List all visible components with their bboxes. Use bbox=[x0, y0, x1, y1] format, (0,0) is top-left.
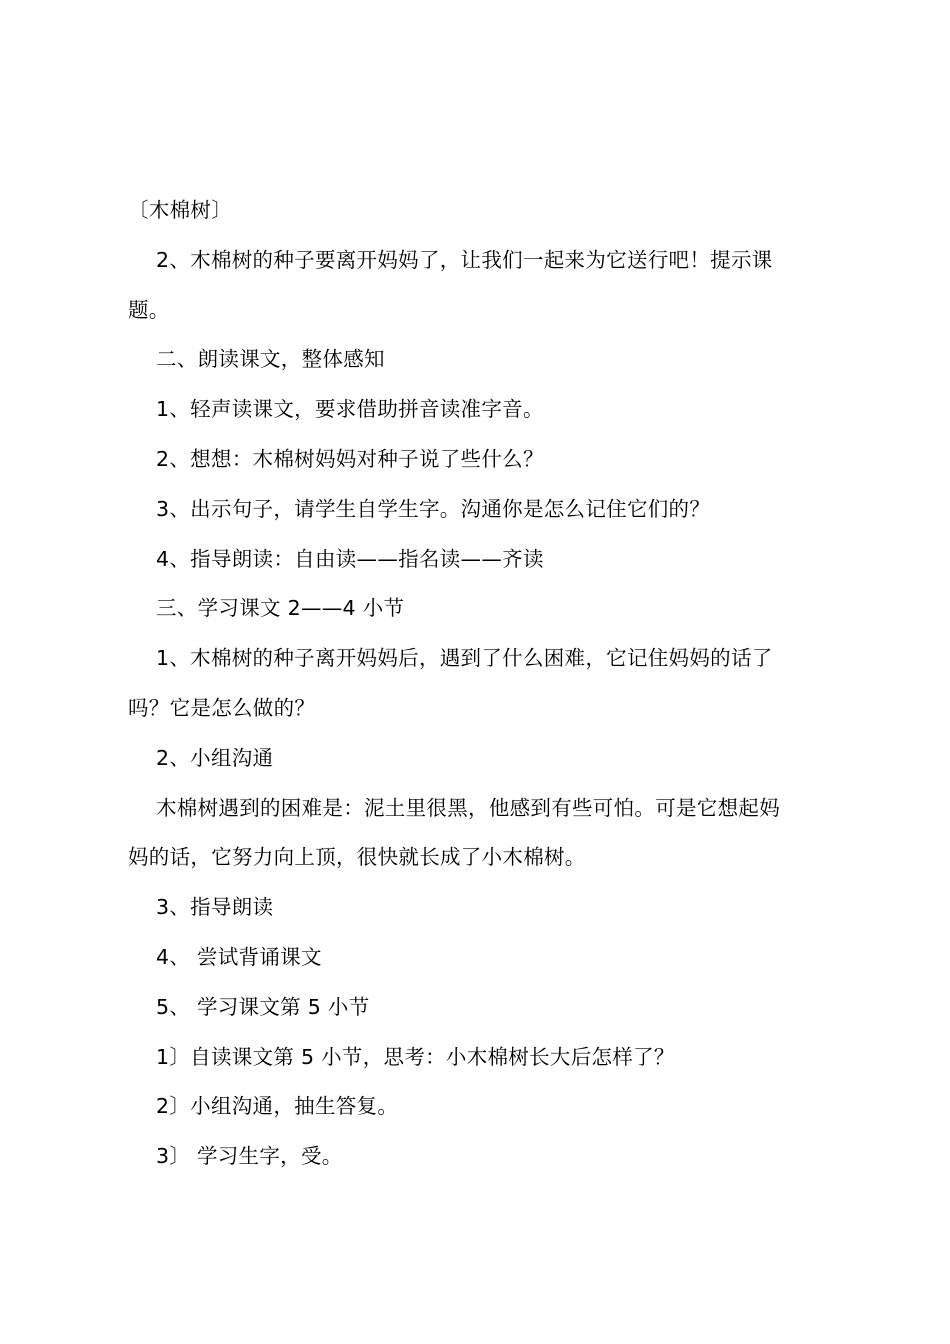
text-line: 4、指导朗读：自由读——指名读——齐读 bbox=[156, 546, 544, 571]
text-line: 1、轻声读课文，要求借助拼音读准字音。 bbox=[156, 397, 544, 422]
text-line: 1〕自读课文第 5 小节，思考：小木棉树长大后怎样了？ bbox=[156, 1044, 675, 1069]
text-line: 5、 学习课文第 5 小节 bbox=[156, 994, 370, 1019]
text-line: 妈的话，它努力向上顶，很快就长成了小木棉树。 bbox=[128, 845, 586, 870]
text-line: 2〕小组沟通，抽生答复。 bbox=[156, 1094, 399, 1119]
text-line: 1、木棉树的种子离开妈妈后，遇到了什么困难，它记住妈妈的话了 bbox=[156, 646, 773, 671]
text-line: 2、木棉树的种子要离开妈妈了，让我们一起来为它送行吧！提示课 bbox=[156, 247, 773, 272]
section-heading: 二、朗读课文，整体感知 bbox=[156, 347, 385, 372]
text-line: 木棉树遇到的困难是：泥土里很黑，他感到有些可怕。可是它想起妈 bbox=[156, 795, 780, 820]
text-line: 3〕 学习生字，受。 bbox=[156, 1144, 343, 1169]
section-heading: 三、学习课文 2——4 小节 bbox=[156, 596, 405, 621]
text-line: 2、小组沟通 bbox=[156, 745, 274, 770]
text-line: 3、指导朗读 bbox=[156, 895, 274, 920]
text-line: 2、想想：木棉树妈妈对种子说了些什么？ bbox=[156, 446, 544, 471]
text-line: 3、出示句子，请学生自学生字。沟通你是怎么记住它们的？ bbox=[156, 496, 711, 521]
document-body bbox=[128, 186, 834, 1182]
text-line: 题。 bbox=[128, 297, 170, 322]
text-line: 4、 尝试背诵课文 bbox=[156, 944, 322, 969]
text-line: 〔木棉树〕 bbox=[128, 198, 232, 222]
text-line: 吗？它是怎么做的？ bbox=[128, 695, 316, 720]
